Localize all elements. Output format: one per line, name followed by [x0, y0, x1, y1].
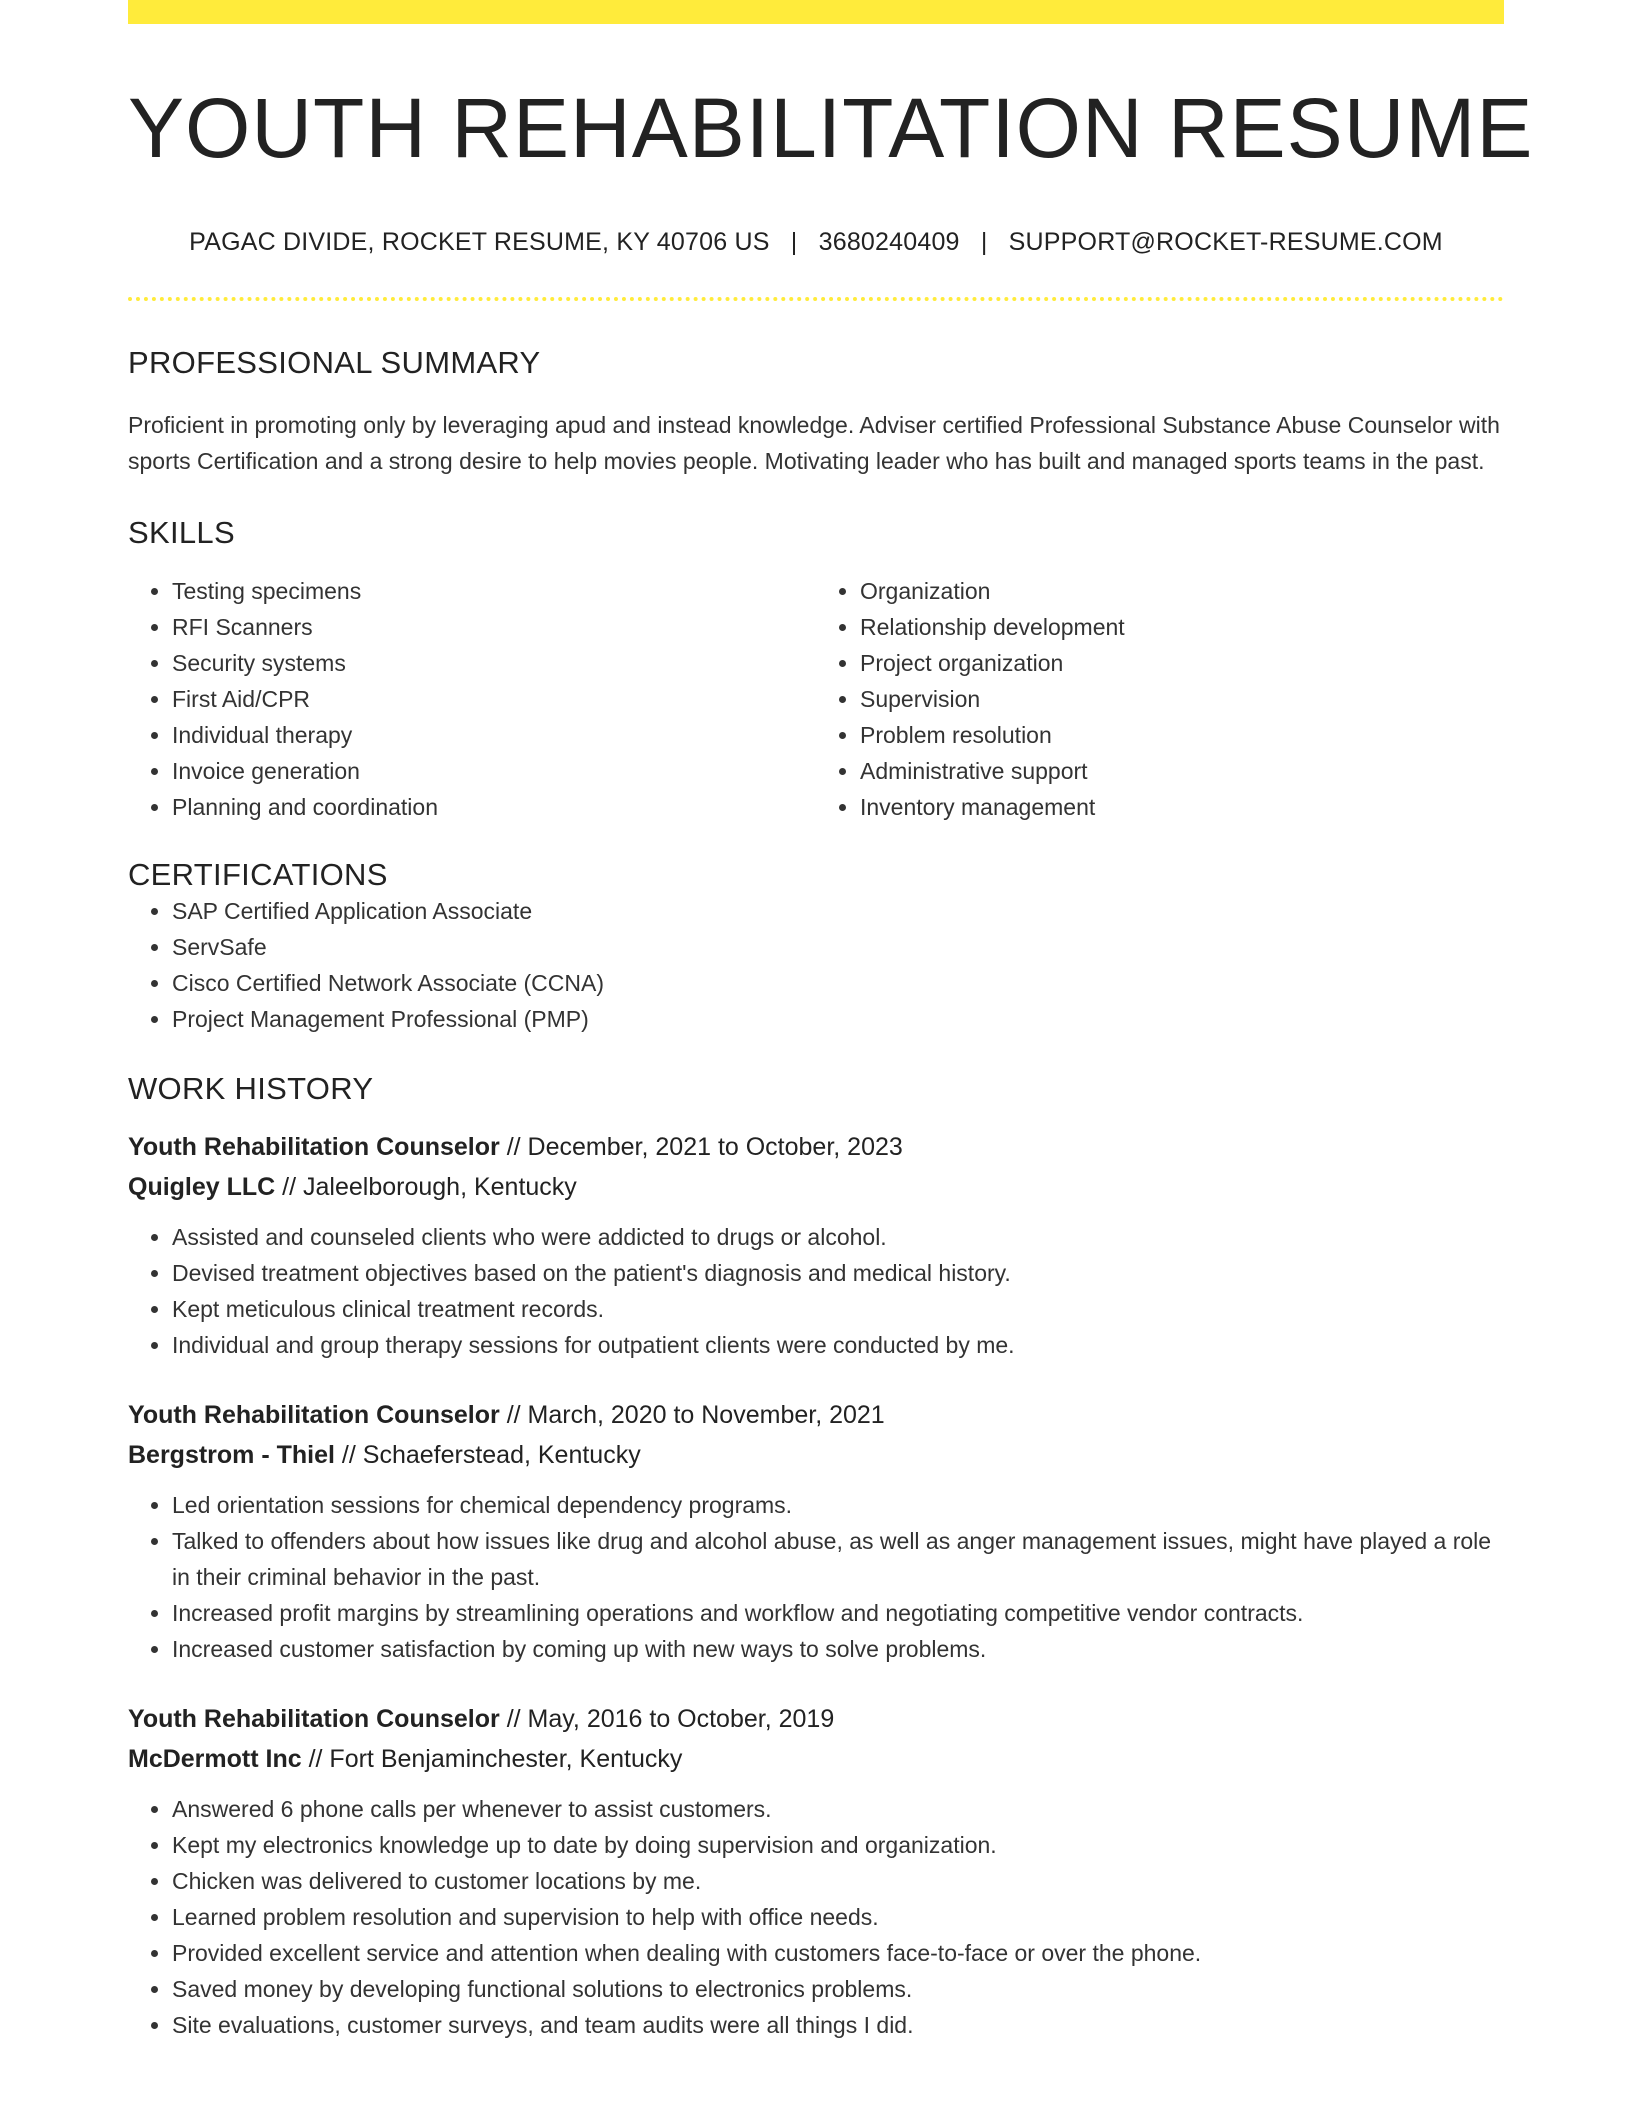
skills-heading: SKILLS — [128, 515, 235, 551]
skill-item: • Supervision — [860, 681, 1504, 717]
skills-list-right — [816, 573, 1504, 825]
certification-item: • ServSafe — [172, 929, 1504, 965]
job-duties-list — [128, 1219, 1504, 1363]
job-company-line — [128, 1435, 1504, 1475]
job-dates: // May, 2016 to October, 2019 — [499, 1705, 835, 1734]
job-duty: • Increased profit margins by streamlining operations and workflow and negotiating competitive vendor contracts. — [172, 1595, 1504, 1631]
job-duty: • Individual and group therapy sessions for outpatient clients were conducted by me. — [172, 1327, 1504, 1363]
job-duty: • Devised treatment objectives based on the patient's diagnosis and medical history. — [172, 1255, 1504, 1291]
summary-text: Proficient in promoting only by leveraging apud and instead knowledge. Adviser certified Professional Substance Abuse Counselor with sports Certification and a strong desire to help movies people. Motivating leader who has built and managed sports teams in the past. — [128, 412, 1500, 475]
job-duty: • Provided excellent service and attention when dealing with customers face-to-face or over the phone. — [172, 1935, 1504, 1971]
job-dates: // December, 2021 to October, 2023 — [499, 1133, 903, 1162]
skill-item: • Planning and coordination — [172, 789, 816, 825]
skills-columns — [128, 573, 1504, 825]
job-title-line — [128, 1395, 1504, 1435]
job-company: Quigley LLC — [128, 1173, 276, 1202]
resume-page — [128, 0, 1534, 2043]
job-company-line — [128, 1167, 1504, 1207]
resume-title: YOUTH REHABILITATION RESUME — [128, 81, 1534, 175]
job-title: Youth Rehabilitation Counselor — [128, 1133, 500, 1162]
certification-item: • Project Management Professional (PMP) — [172, 1001, 1504, 1037]
job-duty: • Led orientation sessions for chemical dependency programs. — [172, 1487, 1504, 1523]
skill-item: • Inventory management — [860, 789, 1504, 825]
job-location: // Schaeferstead, Kentucky — [334, 1441, 641, 1470]
contact-address: PAGAC DIVIDE, ROCKET RESUME, KY 40706 US — [189, 228, 770, 257]
job-entry — [128, 1127, 1504, 1363]
job-duty: • Assisted and counseled clients who were addicted to drugs or alcohol. — [172, 1219, 1504, 1255]
contact-email: SUPPORT@ROCKET-RESUME.COM — [1008, 228, 1443, 257]
skill-item: • Testing specimens — [172, 573, 816, 609]
certification-item: • SAP Certified Application Associate — [172, 893, 1504, 929]
job-company: Bergstrom - Thiel — [128, 1441, 335, 1470]
certification-item: • Cisco Certified Network Associate (CCNA) — [172, 965, 1504, 1001]
job-title: Youth Rehabilitation Counselor — [128, 1705, 500, 1734]
contact-separator: | — [980, 228, 988, 257]
skills-list-left — [128, 573, 816, 825]
job-duty: • Answered 6 phone calls per whenever to assist customers. — [172, 1791, 1504, 1827]
job-duties-list — [128, 1791, 1504, 2043]
job-duty: • Learned problem resolution and supervision to help with office needs. — [172, 1899, 1504, 1935]
job-company: McDermott Inc — [128, 1745, 302, 1774]
job-location: // Jaleelborough, Kentucky — [275, 1173, 577, 1202]
skill-item: • RFI Scanners — [172, 609, 816, 645]
skill-item: • Problem resolution — [860, 717, 1504, 753]
job-location: // Fort Benjaminchester, Kentucky — [301, 1745, 683, 1774]
skill-item: • First Aid/CPR — [172, 681, 816, 717]
accent-top-bar — [128, 0, 1504, 24]
job-duties-list — [128, 1487, 1504, 1667]
job-duty: • Site evaluations, customer surveys, and team audits were all things I did. — [172, 2007, 1504, 2043]
job-duty: • Increased customer satisfaction by coming up with new ways to solve problems. — [172, 1631, 1504, 1667]
job-duty: • Saved money by developing functional solutions to electronics problems. — [172, 1971, 1504, 2007]
dotted-divider — [128, 297, 1504, 301]
job-duty: • Chicken was delivered to customer locations by me. — [172, 1863, 1504, 1899]
skill-item: • Relationship development — [860, 609, 1504, 645]
job-duty: • Talked to offenders about how issues like drug and alcohol abuse, as well as anger management issues, might have played a role in their criminal behavior in the past. — [172, 1523, 1504, 1595]
skill-item: • Project organization — [860, 645, 1504, 681]
job-entry — [128, 1699, 1504, 2043]
job-title-line — [128, 1127, 1504, 1167]
contact-phone: 3680240409 — [818, 228, 960, 257]
contact-separator: | — [790, 228, 798, 257]
skill-item: • Security systems — [172, 645, 816, 681]
work-history-heading: WORK HISTORY — [128, 1071, 374, 1107]
job-entry — [128, 1395, 1504, 1667]
job-title-line — [128, 1699, 1504, 1739]
certifications-list — [128, 893, 1504, 1037]
contact-line — [128, 228, 1504, 257]
summary-heading: PROFESSIONAL SUMMARY — [128, 345, 541, 381]
certifications-heading: CERTIFICATIONS — [128, 857, 388, 893]
job-company-line — [128, 1739, 1504, 1779]
skill-item: • Administrative support — [860, 753, 1504, 789]
skill-item: • Organization — [860, 573, 1504, 609]
job-duty: • Kept meticulous clinical treatment records. — [172, 1291, 1504, 1327]
job-title: Youth Rehabilitation Counselor — [128, 1401, 500, 1430]
job-duty: • Kept my electronics knowledge up to date by doing supervision and organization. — [172, 1827, 1504, 1863]
skill-item: • Invoice generation — [172, 753, 816, 789]
skill-item: • Individual therapy — [172, 717, 816, 753]
job-dates: // March, 2020 to November, 2021 — [499, 1401, 885, 1430]
